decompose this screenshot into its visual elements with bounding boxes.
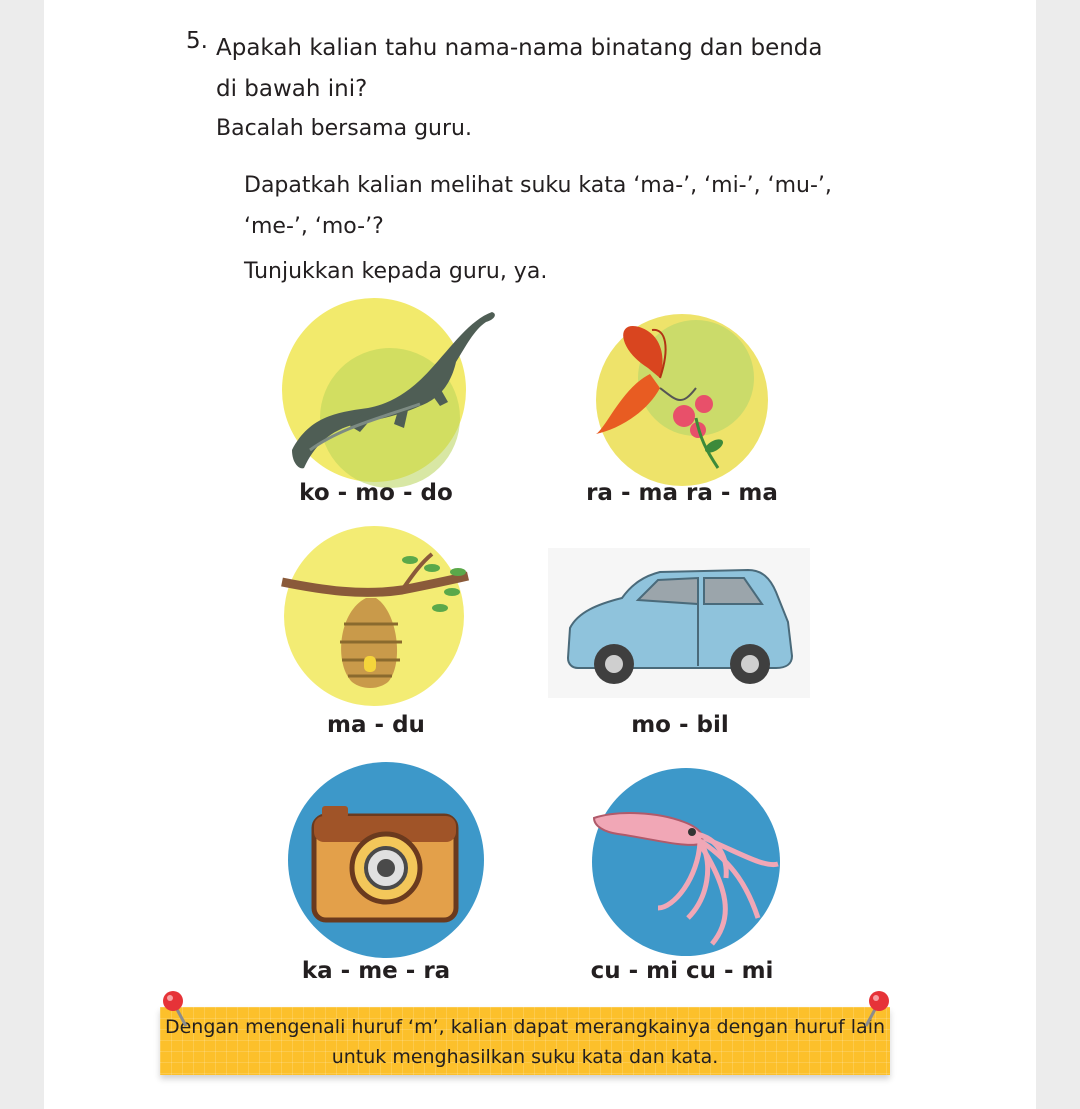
item-label: ma - du bbox=[327, 712, 425, 738]
instruction-syllables: Dapatkah kalian melihat suku kata ‘ma-’, ‘mi-’, ‘mu-’, ‘me-’, ‘mo-’? bbox=[244, 173, 832, 239]
beehive-icon bbox=[282, 532, 472, 702]
pushpin-icon bbox=[162, 990, 192, 1034]
camera-icon bbox=[288, 762, 488, 958]
question-number: 5. bbox=[186, 28, 208, 54]
item-label: ko - mo - do bbox=[299, 480, 453, 506]
instruction-point: Tunjukkan kepada guru, ya. bbox=[244, 259, 548, 284]
item-label: ka - me - ra bbox=[301, 958, 451, 984]
item-label: ra - ma ra - ma bbox=[586, 480, 778, 506]
note-box bbox=[160, 1007, 890, 1075]
question-text: Apakah kalian tahu nama-nama binatang dan benda di bawah ini? bbox=[216, 35, 823, 102]
squid-icon bbox=[588, 768, 788, 958]
pushpin-icon bbox=[860, 990, 890, 1034]
item-label: mo - bil bbox=[631, 712, 729, 738]
note-text: Dengan mengenali huruf ‘m’, kalian dapat merangkainya dengan huruf lain untuk menghasilkan suku kata dan kata. bbox=[164, 1016, 886, 1068]
item-label: cu - mi cu - mi bbox=[590, 958, 774, 984]
butterfly-icon bbox=[586, 318, 776, 478]
car-icon bbox=[548, 548, 810, 698]
komodo-icon bbox=[280, 300, 500, 480]
instruction-read-with-teacher: Bacalah bersama guru. bbox=[216, 116, 472, 141]
